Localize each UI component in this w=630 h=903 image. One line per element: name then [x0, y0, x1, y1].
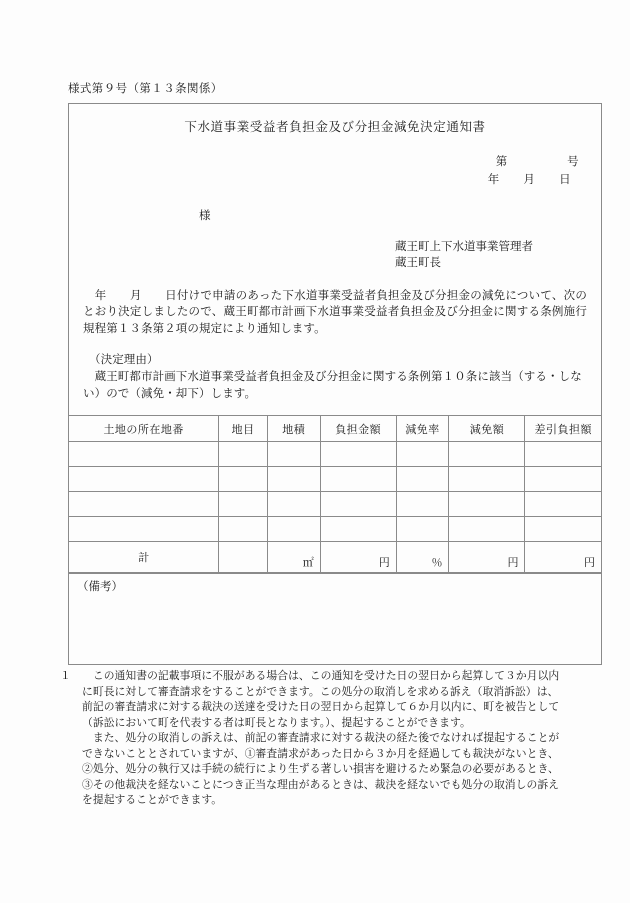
table-row[interactable] [69, 492, 601, 517]
total-reduction-rate-unit: ％ [396, 542, 449, 573]
form-number: 様式第９号（第１３条関係） [68, 83, 223, 95]
table-row[interactable] [69, 467, 601, 492]
addressee-field[interactable]: 様 [199, 210, 211, 222]
col-header-burden-amount: 負担金額 [320, 416, 396, 442]
document-number-field[interactable]: 第 号 [495, 156, 579, 168]
footer-notice-line-3: 前記の審査請求に対する裁決の送達を受けた日の翌日から起算して６か月以内に、町を被告として [82, 701, 560, 714]
decision-reason-block [69, 352, 601, 402]
total-burden-amount-unit: 円 [320, 542, 396, 573]
cell-burden-amount[interactable] [320, 517, 396, 542]
decision-reason-heading: （決定理由） [89, 354, 159, 366]
remarks-box[interactable] [69, 573, 601, 645]
body-paragraph: 年 月 日付けで申請のあった下水道事業受益者負担金及び分担金の減免について、次のとおり決定しましたので、蔵王町都市計画下水道事業受益者負担金及び分担金に関する条例施行規程第１３条第２項の規定により通知します。 [83, 289, 587, 336]
number-date-block [69, 153, 601, 187]
total-land-category[interactable] [219, 542, 268, 573]
cell-location[interactable] [69, 492, 219, 517]
cell-land-area[interactable] [267, 492, 320, 517]
cell-reduction-rate[interactable] [396, 492, 449, 517]
footer-notice-line-4: （訴訟において町を代表する者は町長となります。）、提起することができます。 [82, 716, 471, 729]
cell-land-category[interactable] [219, 442, 268, 467]
footer-notice-line-1: この通知書の記載事項に不服がある場合は、この通知を受けた日の翌日から起算して３か月以内 [82, 670, 560, 682]
cell-reduction-rate[interactable] [396, 442, 449, 467]
decision-reason-text: 蔵王町都市計画下水道事業受益者負担金及び分担金に関する条例第１０条に該当（する・しない）ので（減免・却下）します。 [83, 370, 582, 400]
footer-legal-notice [60, 669, 608, 809]
cell-land-category[interactable] [219, 467, 268, 492]
cell-reduction-amount[interactable] [449, 517, 525, 542]
land-burden-table [69, 415, 601, 573]
total-reduction-amount-unit: 円 [449, 542, 525, 573]
cell-land-area[interactable] [267, 517, 320, 542]
document-title: 下水道事業受益者負担金及び分担金減免決定通知書 [184, 120, 486, 134]
issuer-line-manager: 蔵王町上下水道事業管理者 [395, 241, 533, 253]
col-header-reduction-amount: 減免額 [449, 416, 525, 442]
form-frame [68, 103, 602, 665]
cell-burden-amount[interactable] [320, 467, 396, 492]
cell-location[interactable] [69, 442, 219, 467]
cell-location[interactable] [69, 517, 219, 542]
cell-net-burden[interactable] [525, 467, 601, 492]
cell-reduction-amount[interactable] [449, 467, 525, 492]
cell-reduction-rate[interactable] [396, 517, 449, 542]
footer-notice-line-5: また、処分の取消しの訴えは、前記の審査請求に対する裁決の経た後でなければ提起することが [82, 732, 560, 745]
cell-net-burden[interactable] [525, 517, 601, 542]
cell-burden-amount[interactable] [320, 492, 396, 517]
footer-notice-line-2: に町長に対して審査請求をすることができます。この処分の取消しを求める訴え（取消訴訟）は、 [82, 685, 559, 698]
table-row[interactable] [69, 442, 601, 467]
total-net-burden-unit: 円 [525, 542, 601, 573]
col-header-net-burden: 差引負担額 [525, 416, 601, 442]
footer-notice-line-8: ③その他裁決を経ないことにつき正当な理由があるときは、裁決を経ないでも処分の取消しの訴え [82, 778, 560, 791]
footer-notice-body [60, 669, 608, 809]
table-header-row [69, 416, 601, 442]
total-label: 計 [69, 542, 219, 573]
footer-notice-line-6: できないこととされていますが、①審査請求があった日から３か月を経過しても裁決がないとき、 [82, 747, 559, 760]
footer-notice-line-9: を提起することができます。 [82, 794, 223, 807]
footer-notice-number: １ [60, 670, 71, 682]
cell-burden-amount[interactable] [320, 442, 396, 467]
total-land-area-unit: ㎡ [267, 542, 320, 573]
table-total-row [69, 542, 601, 573]
col-header-land-area: 地積 [267, 416, 320, 442]
cell-net-burden[interactable] [525, 442, 601, 467]
remarks-label: （備考） [77, 581, 123, 594]
cell-land-area[interactable] [267, 442, 320, 467]
table-row[interactable] [69, 517, 601, 542]
cell-net-burden[interactable] [525, 492, 601, 517]
cell-location[interactable] [69, 467, 219, 492]
col-header-location: 土地の所在地番 [69, 416, 219, 442]
cell-land-category[interactable] [219, 492, 268, 517]
col-header-reduction-rate: 減免率 [396, 416, 449, 442]
cell-land-area[interactable] [267, 467, 320, 492]
issuer-block [69, 239, 601, 272]
cell-reduction-amount[interactable] [449, 492, 525, 517]
cell-reduction-rate[interactable] [396, 467, 449, 492]
cell-land-category[interactable] [219, 517, 268, 542]
issuer-line-mayor: 蔵王町長 [395, 257, 441, 270]
col-header-land-category: 地目 [219, 416, 268, 442]
cell-reduction-amount[interactable] [449, 442, 525, 467]
document-date-field[interactable]: 年 月 日 [487, 174, 571, 186]
footer-notice-line-7: ②処分、処分の執行又は手続の続行により生ずる著しい損害を避けるため緊急の必要があるとき、 [82, 763, 559, 776]
